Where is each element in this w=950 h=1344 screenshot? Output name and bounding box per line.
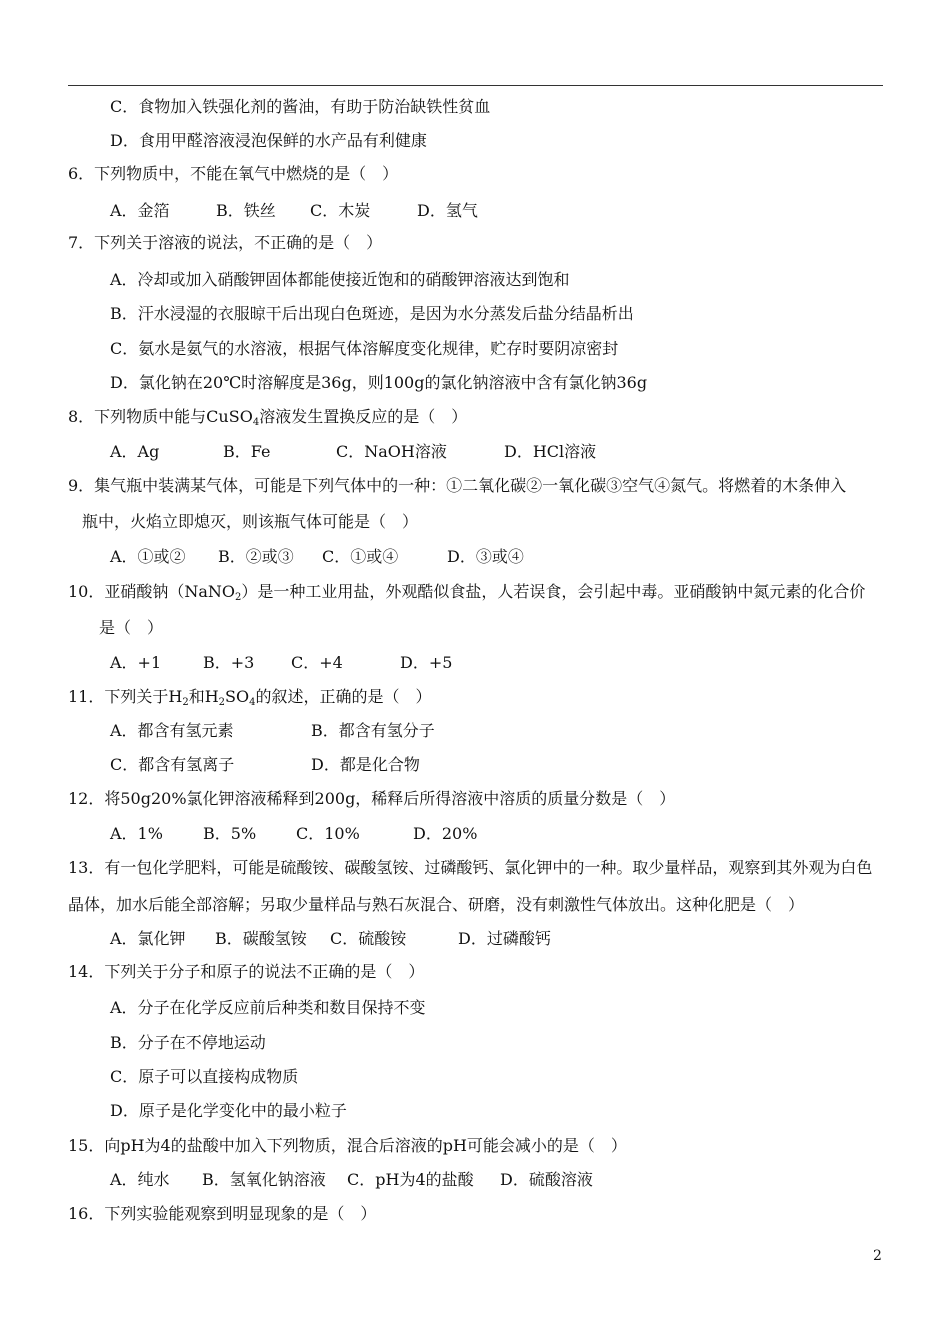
question-15: 15．向pH为4的盐酸中加入下列物质，混合后溶液的pH可能会减小的是（ ） — [68, 1136, 627, 1155]
q7-option-d: D．氯化钠在20℃时溶解度是36g，则100g的氯化钠溶液中含有氯化钠36g — [110, 373, 648, 392]
question-9-line-1: 9．集气瓶中装满某气体，可能是下列气体中的一种：①二氧化碳②一氧化碳③空气④氮气。将燃着的木条伸入 — [68, 476, 847, 495]
q12-option-d: D．20% — [413, 824, 478, 843]
q15-option-a: A．纯水 — [110, 1170, 170, 1189]
q6-option-b: B．铁丝 — [216, 201, 276, 220]
q7-option-a: A．冷却或加入硝酸钾固体都能使接近饱和的硝酸钾溶液达到饱和 — [110, 270, 570, 289]
q8-option-d: D．HCl溶液 — [504, 442, 597, 461]
page-number: 2 — [873, 1248, 882, 1264]
q14-option-d: D．原子是化学变化中的最小粒子 — [110, 1101, 347, 1120]
question-12: 12．将50g20%氯化钾溶液稀释到200g，稀释后所得溶液中溶质的质量分数是（ ） — [68, 789, 676, 808]
q13-option-b: B．碳酸氢铵 — [215, 929, 307, 948]
q9-option-c: C．①或④ — [322, 547, 399, 566]
q8-option-c: C．NaOH溶液 — [336, 442, 447, 461]
q11-option-d: D．都是化合物 — [311, 755, 420, 774]
q6-option-a: A．金箔 — [110, 201, 170, 220]
q15-option-d: D．硫酸溶液 — [500, 1170, 593, 1189]
q8-options — [110, 442, 596, 462]
q5-option-d: D．食用甲醛溶液浸泡保鲜的水产品有利健康 — [110, 131, 427, 150]
q9-option-a: A．①或② — [110, 547, 186, 566]
q10-options — [110, 653, 452, 673]
q9-option-b: B．②或③ — [218, 547, 294, 566]
q12-option-a: A．1% — [110, 824, 163, 843]
q12-option-b: B．5% — [203, 824, 257, 843]
q15-option-c: C．pH为4的盐酸 — [347, 1170, 474, 1189]
q14-option-c: C．原子可以直接构成物质 — [110, 1067, 299, 1086]
q15-options — [110, 1170, 593, 1190]
q11-options-row-1 — [110, 721, 435, 741]
q13-option-c: C．硫酸铵 — [330, 929, 407, 948]
q12-option-c: C．10% — [296, 824, 360, 843]
question-9-line-2: 瓶中，火焰立即熄灭，则该瓶气体可能是（ ） — [82, 512, 419, 531]
q11-option-b: B．都含有氢分子 — [311, 721, 435, 740]
q13-option-d: D．过磷酸钙 — [458, 929, 551, 948]
question-13-line-1: 13．有一包化学肥料，可能是硫酸铵、碳酸氢铵、过磷酸钙、氯化钾中的一种。取少量样品，观察到其外观为白色 — [68, 858, 873, 877]
question-7: 7．下列关于溶液的说法，不正确的是（ ） — [68, 233, 383, 252]
q15-option-b: B．氢氧化钠溶液 — [202, 1170, 326, 1189]
question-13-line-2: 晶体，加水后能全部溶解；另取少量样品与熟石灰混合、研磨，没有刺激性气体放出。这种化肥是（ ） — [68, 895, 805, 914]
q14-option-a: A．分子在化学反应前后种类和数目保持不变 — [110, 998, 426, 1017]
q10-option-a: A．+1 — [110, 653, 162, 672]
question-16: 16．下列实验能观察到明显现象的是（ ） — [68, 1204, 377, 1223]
question-8: 8．下列物质中能与CuSO$_4$溶液发生置换反应的是（ ） — [68, 407, 468, 428]
q11-option-a: A．都含有氢元素 — [110, 721, 234, 740]
q8-option-b: B．Fe — [223, 442, 271, 461]
q9-options — [110, 547, 524, 567]
q6-option-c: C．木炭 — [310, 201, 371, 220]
q13-options — [110, 929, 551, 949]
question-10-line-2: 是（ ） — [99, 618, 164, 637]
q11-options-row-2 — [110, 755, 420, 775]
q10-option-d: D．+5 — [400, 653, 453, 672]
q7-option-c: C．氨水是氨气的水溶液，根据气体溶解度变化规律，贮存时要阴凉密封 — [110, 339, 619, 358]
q13-option-a: A．氯化钾 — [110, 929, 186, 948]
q10-option-c: C．+4 — [291, 653, 343, 672]
q10-option-b: B．+3 — [203, 653, 255, 672]
q8-option-a: A．Ag — [110, 442, 160, 461]
q9-option-d: D．③或④ — [447, 547, 524, 566]
q12-options — [110, 824, 477, 844]
question-6: 6．下列物质中，不能在氧气中燃烧的是（ ） — [68, 164, 399, 183]
q11-option-c: C．都含有氢离子 — [110, 755, 235, 774]
question-10-line-1: 10．亚硝酸钠（NaNO$_2$）是一种工业用盐，外观酷似食盐，人若误食，会引起中毒。亚硝酸钠中氮元素的化合价 — [68, 582, 866, 603]
q5-option-c: C．食物加入铁强化剂的酱油，有助于防治缺铁性贫血 — [110, 97, 491, 116]
q14-option-b: B．分子在不停地运动 — [110, 1033, 266, 1052]
q6-option-d: D．氢气 — [417, 201, 478, 220]
question-14: 14．下列关于分子和原子的说法不正确的是（ ） — [68, 962, 425, 981]
q6-options — [110, 201, 478, 221]
header-rule — [68, 85, 883, 86]
question-11: 11．下列关于$H_2$和$H_2SO_4$的叙述，正确的是（ ） — [68, 687, 432, 708]
q7-option-b: B．汗水浸湿的衣服晾干后出现白色斑迹，是因为水分蒸发后盐分结晶析出 — [110, 304, 634, 323]
